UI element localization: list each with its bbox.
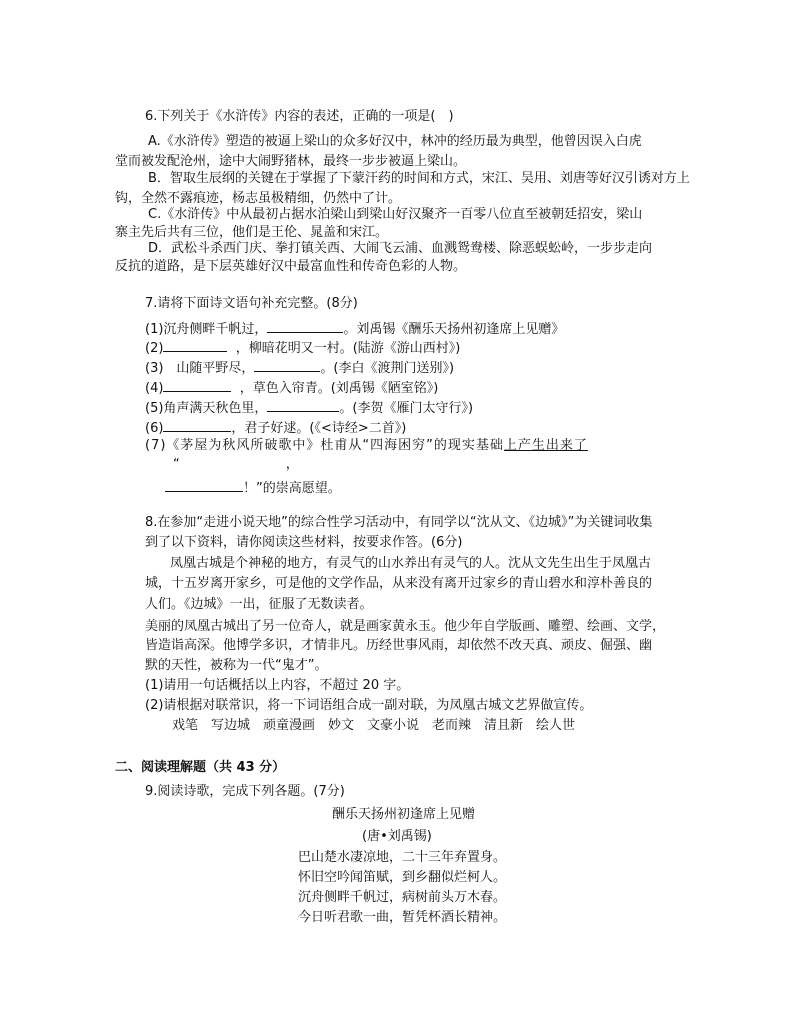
q6-stem: 6.下列关于《水浒传》内容的表述，正确的一项是( )	[145, 109, 454, 124]
q7-item-6	[145, 417, 406, 438]
section-heading: 二、阅读理解题（共 43 分）	[115, 760, 286, 775]
q7-item-5-before: (5)角声满天秋色里，	[145, 401, 268, 416]
q7-item-4-after: ，草色入帘青。(刘禹锡《陋室铭》)	[239, 381, 439, 396]
q6-option-b-line1: B．智取生辰纲的关键在于掌握了下蒙汗药的时间和方式，宋江、吴用、刘唐等好汉引诱对方上	[148, 171, 690, 186]
q8-stem-line2: 到了以下资料，请你阅读这些材料，按要求作答。(6分)	[145, 535, 463, 550]
answer-blank[interactable]	[267, 318, 343, 333]
q7-item-3-before: (3) 山随平野尽，	[145, 361, 255, 376]
poem-title: 酬乐天扬州初逢席上见赠	[332, 807, 476, 822]
q6-option-b-line2: 钩，全然不露痕迹，杨志虽极精细，仍然中了计。	[115, 191, 402, 206]
q8-subquestion-1: (1)请用一句话概括以上内容，不超过 20 字。	[145, 678, 410, 693]
q7-item-3-after: 。(李白《渡荆门送别》)	[320, 361, 455, 376]
q8-passage1-line3: 人们。《边城》一出，征服了无数读者。	[145, 597, 373, 612]
answer-blank[interactable]	[163, 417, 231, 432]
answer-blank[interactable]	[163, 337, 227, 352]
q7-item-2-after: ，柳暗花明又一村。(陆游《游山西村》)	[235, 341, 461, 356]
q7-item-4-before: (4)	[145, 381, 164, 396]
answer-blank[interactable]	[163, 377, 231, 392]
q7-item-7-end: ！”的崇高愿望。	[243, 481, 341, 496]
q8-passage2-line2: 皆造诣高深。他博学多识，才情非凡。历经世事风雨，却依然不改天真、顽皮、倔强、幽	[145, 638, 653, 653]
comma: ，	[285, 457, 299, 472]
q7-item-7-text: (7)《茅屋为秋风所破歌中》杜甫从“四海困穷”的现实基础	[145, 438, 504, 453]
q7-item-1-after: 。刘禹锡《酬乐天扬州初逢席上见赠》	[343, 322, 565, 337]
q7-item-7-underlined: 上产生出来了	[503, 438, 588, 453]
q6-option-d-line2: 反抗的道路，是下层英雄好汉中最富血性和传奇色彩的人物。	[115, 259, 467, 274]
answer-blank[interactable]	[165, 477, 243, 492]
q6-option-a-line2: 堂而被发配沧州，途中大闹野猪林，最终一步步被逼上梁山。	[115, 154, 467, 169]
q7-item-1-before: (1)沉舟侧畔千帆过，	[145, 322, 268, 337]
q6-option-c-line1: C.《水浒传》中从最初占据水泊梁山到梁山好汉聚齐一百零八位直至被朝廷招安，梁山	[148, 207, 643, 222]
q6-option-c-line2: 寨主先后共有三位，他们是王伦、晁盖和宋江。	[115, 225, 389, 240]
q7-item-4	[145, 377, 438, 398]
q6-option-a-line1: A.《水浒传》塑造的被逼上梁山的众多好汉中，林冲的经历最为典型，他曾因误入白虎	[148, 134, 642, 149]
q7-item-2-before: (2)	[145, 341, 164, 356]
q7-item-1	[145, 318, 564, 339]
poem-verse-3: 沉舟侧畔千帆过，病树前头万木春。	[298, 890, 507, 905]
q7-item-7	[145, 437, 588, 455]
q7-item-3	[145, 357, 454, 378]
poem-author: (唐•刘禹锡)	[362, 829, 432, 844]
answer-blank[interactable]	[267, 397, 339, 412]
q7-item-6-before: (6)	[145, 421, 164, 436]
q8-stem-line1: 8.在参加“走进小说天地”的综合性学习活动中，有同学以“沈从文、《边城》”为关键词收集	[145, 515, 653, 530]
q7-stem: 7.请将下面诗文语句补充完整。(8分)	[145, 296, 358, 311]
poem-verse-2: 怀旧空吟闻笛赋，到乡翻似烂柯人。	[298, 870, 507, 885]
poem-verse-4: 今日听君歌一曲，暂凭杯酒长精神。	[298, 910, 507, 925]
q7-item-5-after: 。(李贺《雁门太守行》)	[339, 401, 474, 416]
answer-blank[interactable]	[254, 357, 320, 372]
q8-word-list: 戏笔 写边城 顽童漫画 妙文 文豪小说 老而辣 清且新 绘人世	[172, 718, 576, 733]
q7-item-5	[145, 397, 473, 418]
poem-verse-1: 巴山楚水凄凉地，二十三年弃置身。	[298, 850, 507, 865]
q8-subquestion-2: (2)请根据对联常识，将一下词语组合成一副对联，为凤凰古城文艺界做宣传。	[145, 698, 593, 713]
q8-passage2-line1: 美丽的凤凰古城出了另一位奇人，就是画家黄永玉。他少年自学版画、雕塑、绘画、文学，	[145, 619, 666, 634]
q8-passage1-line1: 凤凰古城是个神秘的地方，有灵气的山水养出有灵气的人。沈从文先生出生于凤凰古	[170, 556, 652, 571]
q7-item-7-line3	[165, 477, 341, 498]
q8-passage2-line3: 默的天性，被称为一代“鬼才”。	[145, 658, 328, 673]
open-quote: “	[173, 457, 180, 472]
q7-item-7-line2	[173, 456, 299, 474]
q9-stem: 9.阅读诗歌，完成下列各题。(7分)	[145, 784, 345, 799]
q7-item-2	[145, 337, 460, 358]
q6-option-d-line1: D．武松斗杀西门庆、拳打镇关西、大闹飞云浦、血溅鸳鸯楼、除恶蜈蚣岭，一步步走向	[148, 241, 653, 256]
q8-passage1-line2: 城，十五岁离开家乡，可是他的文学作品，从来没有离开过家乡的青山碧水和淳朴善良的	[145, 576, 653, 591]
q7-item-6-after: ，君子好逑。(《<诗经>二首》)	[231, 421, 407, 436]
